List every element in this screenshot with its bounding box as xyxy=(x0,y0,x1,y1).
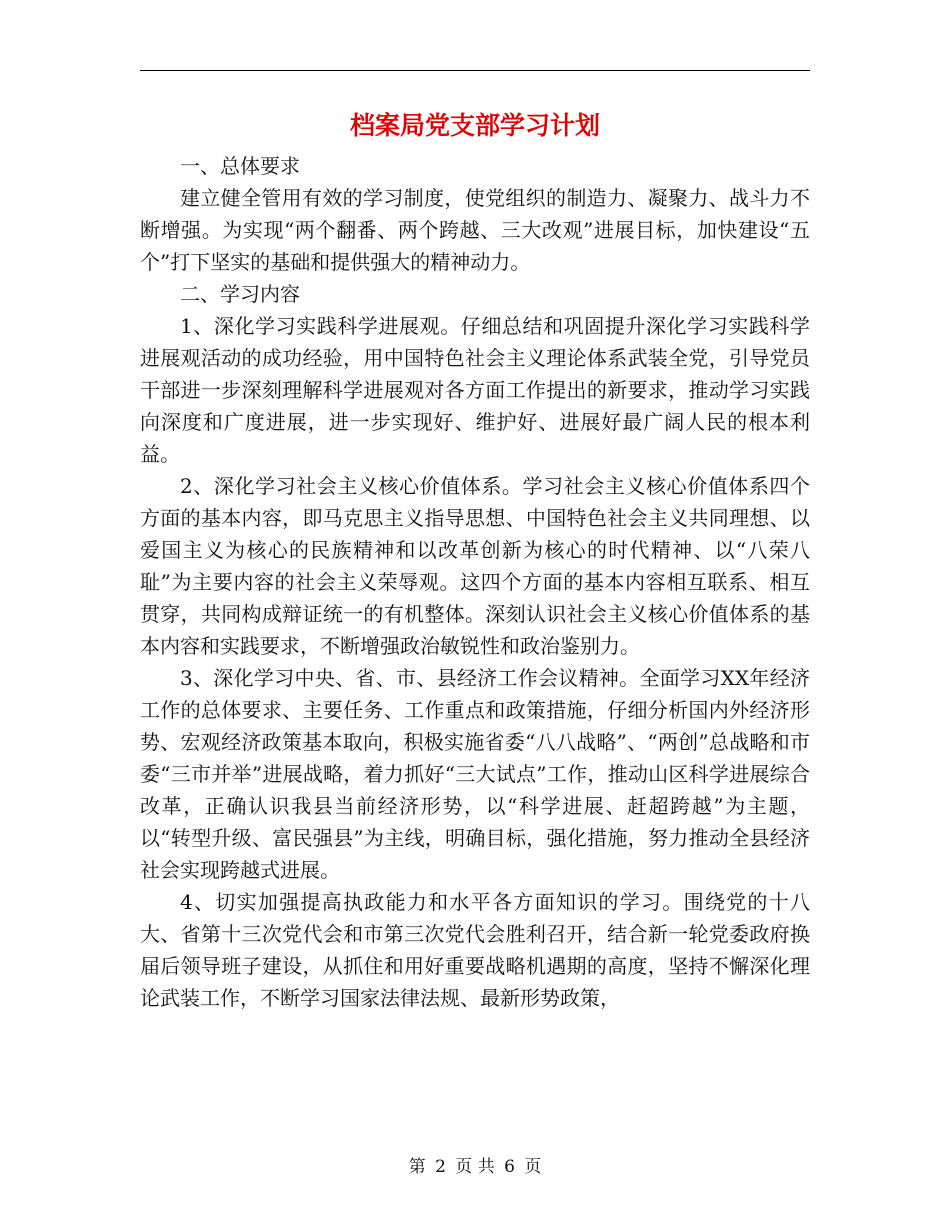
paragraph-item-3: 3、深化学习中央、省、市、县经济工作会议精神。全面学习XX年经济工作的总体要求、主要任务、工作重点和政策措施，仔细分析国内外经济形势、宏观经济政策基本取向，积极实施省委“八八战略”、“两创”总战略和市委“三市并举”进展战略，着力抓好“三大试点”工作，推动山区科学进展综合改革，正确认识我县当前经济形势，以“科学进展、赶超跨越”为主题，以“转型升级、富民强县”为主线，明确目标，强化措施，努力推动全县经济社会实现跨越式进展。 xyxy=(140,666,810,882)
document-body xyxy=(140,150,810,1014)
document-title: 档案局党支部学习计划 xyxy=(349,111,600,140)
section-heading-overall: 一、总体要求 xyxy=(180,154,300,178)
current-page-number: 2 xyxy=(435,1157,446,1177)
footer-middle: 页 共 xyxy=(455,1157,495,1177)
paragraph-item-2: 2、深化学习社会主义核心价值体系。学习社会主义核心价值体系四个方面的基本内容，即马克思主义指导思想、中国特色社会主义共同理想、以爱国主义为核心的民族精神和以改革创新为核心的时代精神、以“八荣八耻”为主要内容的社会主义荣辱观。这四个方面的基本内容相互联系、相互贯穿，共同构成辩证统一的有机整体。深刻认识社会主义核心价值体系的基本内容和实践要求，不断增强政治敏锐性和政治鉴别力。 xyxy=(140,474,810,658)
header-rule xyxy=(140,70,810,71)
paragraph-overall: 建立健全管用有效的学习制度，使党组织的制造力、凝聚力、战斗力不断增强。为实现“两个翻番、两个跨越、三大改观”进展目标，加快建设“五个”打下坚实的基础和提供强大的精神动力。 xyxy=(140,186,810,274)
page-footer xyxy=(0,1152,950,1177)
footer-suffix: 页 xyxy=(524,1157,542,1177)
footer-prefix: 第 xyxy=(408,1157,426,1177)
paragraph-item-4: 4、切实加强提高执政能力和水平各方面知识的学习。围绕党的十八大、省第十三次党代会和市第三次党代会胜利召开，结合新一轮党委政府换届后领导班子建设，从抓住和用好重要战略机遇期的高度，坚持不懈深化理论武装工作，不断学习国家法律法规、最新形势政策， xyxy=(140,890,810,1010)
section-heading-content: 二、学习内容 xyxy=(180,282,300,306)
total-page-count: 6 xyxy=(504,1157,515,1177)
paragraph-item-1: 1、深化学习实践科学进展观。仔细总结和巩固提升深化学习实践科学进展观活动的成功经验，用中国特色社会主义理论体系武装全党，引导党员干部进一步深刻理解科学进展观对各方面工作提出的新要求，推动学习实践向深度和广度进展，进一步实现好、维护好、进展好最广阔人民的根本利益。 xyxy=(140,314,810,466)
